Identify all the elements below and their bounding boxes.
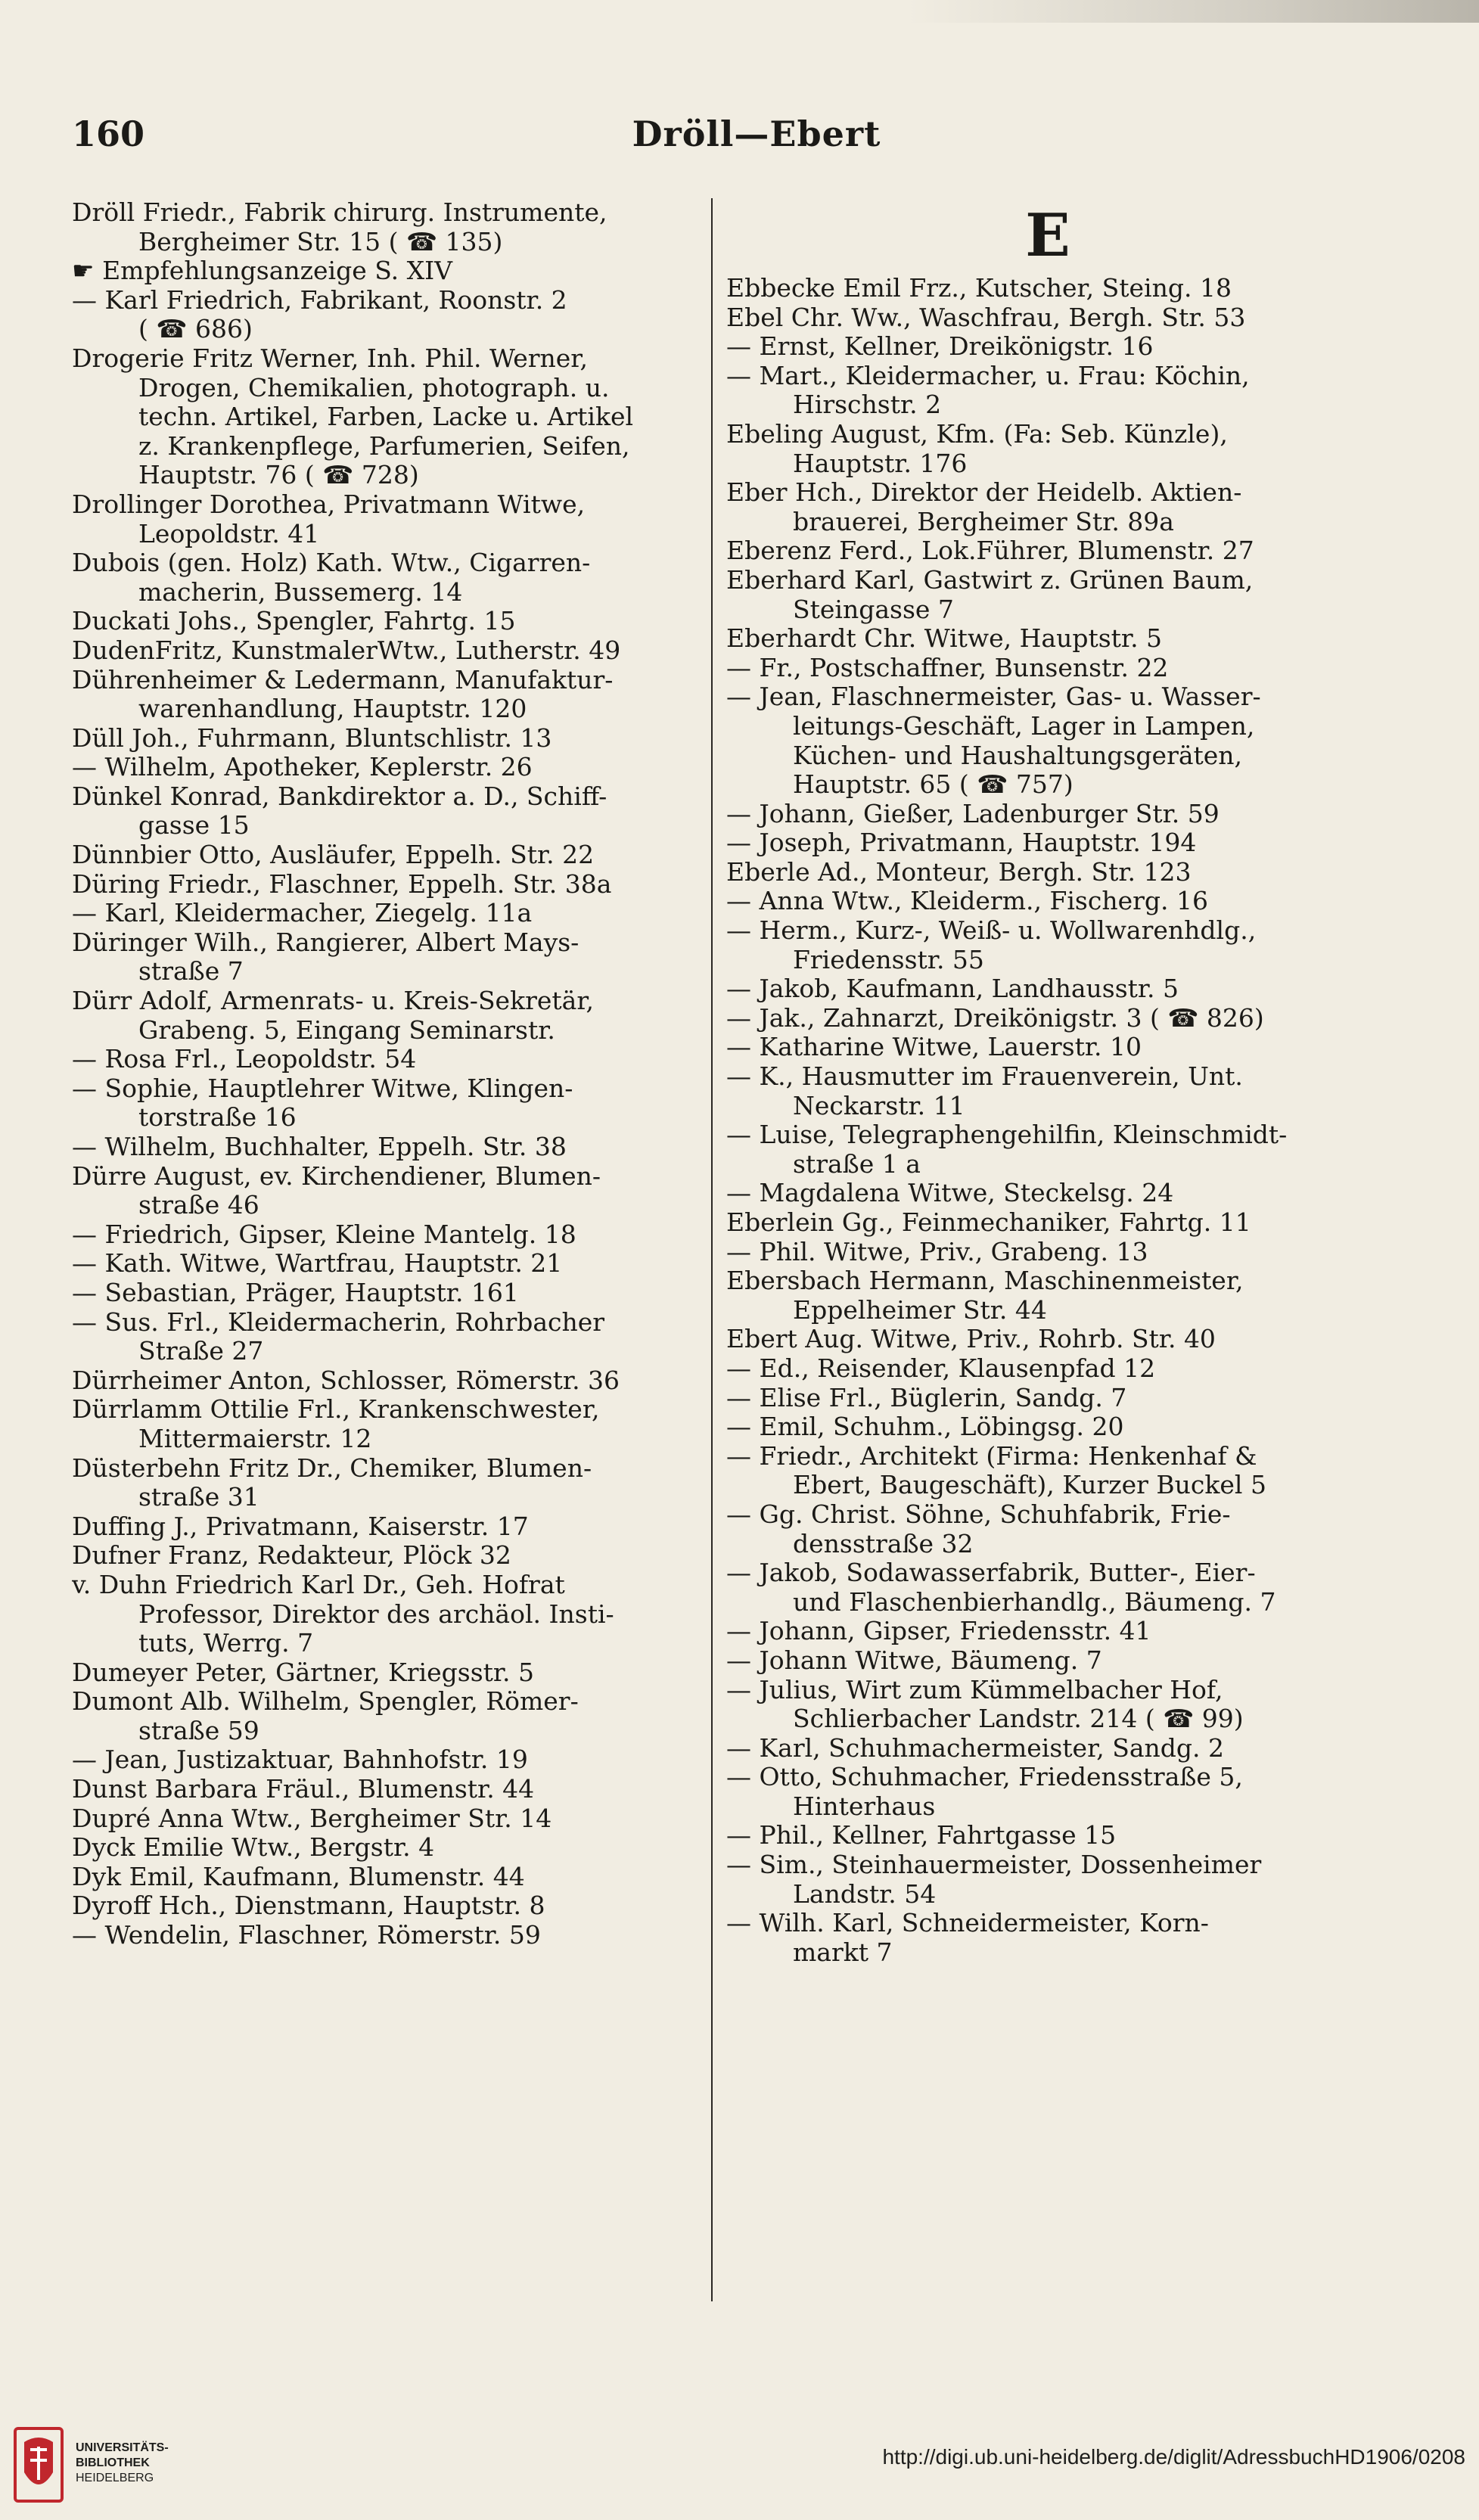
entry-line: — Phil., Kellner, Fahrtgasse 15 [726, 1821, 1117, 1850]
entry-continuation-line: techn. Artikel, Farben, Lacke u. Artikel [138, 402, 634, 432]
entry-line: Eberhardt Chr. Witwe, Hauptstr. 5 [726, 624, 1163, 654]
entry-line: — Rosa Frl., Leopoldstr. 54 [72, 1045, 417, 1074]
entry-line: — Fr., Postschaffner, Bunsenstr. 22 [726, 653, 1169, 682]
entry-continuation-line: Drogen, Chemikalien, photograph. u. [138, 373, 610, 402]
entry-line: Dyroff Hch., Dienstmann, Hauptstr. 8 [72, 1891, 545, 1921]
entry-continuation-line: Grabeng. 5, Eingang Seminarstr. [138, 1015, 555, 1045]
entry-continuation-line: Schlierbacher Landstr. 214 ( ☎ 99) [793, 1704, 1244, 1734]
column-divider [711, 198, 713, 2301]
entry-line: Düringer Wilh., Rangierer, Albert Mays- [72, 928, 579, 957]
entry-line: — Johann, Gipser, Friedensstr. 41 [726, 1617, 1151, 1646]
directory-entry [726, 800, 1369, 829]
entry-line: — Gg. Christ. Söhne, Schuhfabrik, Frie- [726, 1499, 1231, 1529]
directory-entry [72, 607, 700, 636]
entry-line: ☛ Empfehlungsanzeige S. XIV [72, 256, 453, 286]
directory-entry [72, 666, 700, 724]
page-number: 160 [72, 113, 145, 154]
directory-entry [72, 1220, 700, 1250]
entry-line: — Jean, Flaschnermeister, Gas- u. Wasser- [726, 682, 1261, 712]
scan-edge-noise [908, 0, 1479, 23]
footer [0, 2413, 1479, 2520]
university-seal-icon [14, 2427, 64, 2503]
entry-line: Duckati Johs., Spengler, Fahrtg. 15 [72, 607, 516, 636]
directory-entry [72, 841, 700, 870]
entry-line: Ebbecke Emil Frz., Kutscher, Steing. 18 [726, 274, 1232, 303]
entry-line: Dürrlamm Ottilie Frl., Krankenschwester, [72, 1395, 600, 1425]
entry-line: — Magdalena Witwe, Steckelsg. 24 [726, 1179, 1174, 1208]
directory-entry [72, 1863, 700, 1892]
entry-line: — Friedr., Architekt (Firma: Henkenhaf & [726, 1441, 1257, 1471]
entry-line: Ebeling August, Kfm. (Fa: Seb. Künzle), [726, 419, 1228, 449]
directory-entry [726, 1909, 1369, 1967]
entry-line: — Otto, Schuhmacher, Friedensstraße 5, [726, 1763, 1243, 1792]
logo-line: BIBLIOTHEK [76, 2456, 150, 2469]
directory-entry [72, 1804, 700, 1834]
entry-continuation-line: Leopoldstr. 41 [138, 519, 320, 548]
directory-entry [726, 1442, 1369, 1500]
logo-line: UNIVERSITÄTS- [76, 2441, 169, 2454]
entry-line: Dupré Anna Wtw., Bergheimer Str. 14 [72, 1804, 552, 1833]
entry-line: Eber Hch., Direktor der Heidelb. Aktien- [726, 478, 1242, 508]
entry-line: — Ernst, Kellner, Dreikönigstr. 16 [726, 332, 1154, 362]
entry-line: Dürre August, ev. Kirchendiener, Blumen- [72, 1161, 601, 1191]
entry-continuation-line: Professor, Direktor des archäol. Insti- [138, 1599, 614, 1629]
directory-entry [726, 1354, 1369, 1384]
entry-continuation-line: Eppelheimer Str. 44 [793, 1295, 1047, 1325]
directory-entry [72, 928, 700, 987]
directory-entry [72, 1512, 700, 1542]
entry-continuation-line: und Flaschenbierhandlg., Bäumeng. 7 [793, 1587, 1276, 1617]
directory-entry [726, 1208, 1369, 1238]
entry-continuation-line: markt 7 [793, 1937, 893, 1967]
entry-continuation-line: straße 31 [138, 1483, 259, 1512]
directory-entry [72, 1687, 700, 1745]
directory-entry [726, 362, 1369, 420]
entry-line: Eberle Ad., Monteur, Bergh. Str. 123 [726, 857, 1192, 887]
directory-entry [72, 1571, 700, 1658]
directory-entry [726, 1676, 1369, 1734]
directory-entry [726, 1062, 1369, 1120]
directory-entry [72, 1162, 700, 1220]
directory-entry [726, 1821, 1369, 1850]
directory-entry [72, 1745, 700, 1775]
entry-line: Dumeyer Peter, Gärtner, Kriegsstr. 5 [72, 1658, 535, 1687]
entry-continuation-line: brauerei, Bergheimer Str. 89a [793, 507, 1174, 536]
directory-entry [72, 636, 700, 666]
directory-entry [72, 1454, 700, 1512]
entry-line: Düsterbehn Fritz Dr., Chemiker, Blumen- [72, 1453, 592, 1483]
source-url[interactable]: http://digi.ub.uni-heidelberg.de/diglit/AdressbuchHD1906/0208 [882, 2445, 1465, 2469]
entry-line: — Kath. Witwe, Wartfrau, Hauptstr. 21 [72, 1249, 563, 1279]
directory-entry [726, 887, 1369, 916]
entry-continuation-line: leitungs-Geschäft, Lager in Lampen, [793, 711, 1255, 741]
directory-entry [726, 420, 1369, 478]
directory-entry [726, 682, 1369, 799]
directory-entry [72, 1279, 700, 1308]
directory-entry [72, 1395, 700, 1453]
entry-continuation-line: tuts, Werrg. 7 [138, 1629, 314, 1658]
directory-entry [72, 1366, 700, 1396]
entry-continuation-line: densstraße 32 [793, 1529, 974, 1558]
directory-entry [72, 782, 700, 841]
directory-entry [726, 1325, 1369, 1354]
entry-line: Dünnbier Otto, Ausläufer, Eppelh. Str. 22 [72, 841, 595, 870]
directory-entry [72, 344, 700, 490]
entry-line: — Wilhelm, Buchhalter, Eppelh. Str. 38 [72, 1133, 567, 1161]
directory-entry [72, 724, 700, 754]
page-title: Dröll—Ebert [632, 113, 881, 154]
entry-line: — Wendelin, Flaschner, Römerstr. 59 [72, 1921, 541, 1950]
directory-entry [726, 1384, 1369, 1413]
entry-continuation-line: ( ☎ 686) [138, 315, 253, 344]
entry-line: Dumont Alb. Wilhelm, Spengler, Römer- [72, 1687, 579, 1717]
directory-entry [726, 1558, 1369, 1617]
entry-line: Düll Joh., Fuhrmann, Bluntschlistr. 13 [72, 723, 552, 753]
logo-line: HEIDELBERG [76, 2472, 154, 2484]
entry-line: Eberenz Ferd., Lok.Führer, Blumenstr. 27 [726, 536, 1254, 566]
entry-continuation-line: Friedensstr. 55 [793, 945, 984, 974]
entry-line: Ebel Chr. Ww., Waschfrau, Bergh. Str. 53 [726, 303, 1246, 332]
directory-entry [72, 286, 700, 344]
directory-entry [726, 858, 1369, 887]
entry-line: — Johann Witwe, Bäumeng. 7 [726, 1645, 1102, 1675]
entry-line: — Jakob, Kaufmann, Landhausstr. 5 [726, 974, 1179, 1004]
section-letter: E [1025, 201, 1070, 270]
directory-entry [72, 1249, 700, 1279]
entry-line: Dunst Barbara Fräul., Blumenstr. 44 [72, 1775, 535, 1804]
directory-entry [72, 1658, 700, 1688]
directory-entry [726, 1179, 1369, 1208]
directory-entry [72, 753, 700, 782]
entry-line: Dröll Friedr., Fabrik chirurg. Instrumente, [72, 198, 607, 227]
directory-entry [726, 828, 1369, 858]
entry-continuation-line: Hauptstr. 176 [793, 449, 968, 478]
directory-entry [726, 1238, 1369, 1267]
entry-continuation-line: torstraße 16 [138, 1103, 297, 1133]
directory-entry [726, 1266, 1369, 1325]
directory-entry [72, 490, 700, 548]
directory-entry [726, 1646, 1369, 1676]
directory-entry [726, 1120, 1369, 1179]
entry-line: — Jak., Zahnarzt, Dreikönigstr. 3 ( ☎ 826) [726, 1003, 1264, 1033]
directory-entry [72, 548, 700, 607]
entry-continuation-line: gasse 15 [138, 811, 250, 841]
entry-line: Ebersbach Hermann, Maschinenmeister, [726, 1266, 1244, 1296]
entry-line: v. Duhn Friedrich Karl Dr., Geh. Hofrat [72, 1570, 565, 1599]
directory-entry [72, 870, 700, 900]
directory-entry [72, 899, 700, 928]
entry-line: — K., Hausmutter im Frauenverein, Unt. [726, 1062, 1243, 1092]
entry-line: — Anna Wtw., Kleiderm., Fischerg. 16 [726, 887, 1208, 916]
entry-line: — Friedrich, Gipser, Kleine Mantelg. 18 [72, 1220, 576, 1249]
directory-entry [72, 1045, 700, 1074]
left-column [72, 198, 700, 1950]
entry-line: Dyk Emil, Kaufmann, Blumenstr. 44 [72, 1862, 525, 1891]
entry-line: DudenFritz, KunstmalerWtw., Lutherstr. 49 [72, 635, 621, 665]
entry-line: Düring Friedr., Flaschner, Eppelh. Str. 38a [72, 869, 612, 899]
entry-line: — Wilh. Karl, Schneidermeister, Korn- [726, 1909, 1209, 1938]
entry-line: — Ed., Reisender, Klausenpfad 12 [726, 1353, 1156, 1383]
entry-continuation-line: Ebert, Baugeschäft), Kurzer Buckel 5 [793, 1471, 1266, 1500]
directory-entry [72, 1775, 700, 1804]
entry-continuation-line: straße 1 a [793, 1149, 921, 1179]
directory-entry [726, 566, 1369, 624]
directory-entry [72, 1921, 700, 1950]
entry-line: Dührenheimer & Ledermann, Manufaktur- [72, 665, 614, 694]
entry-continuation-line: Bergheimer Str. 15 ( ☎ 135) [138, 227, 503, 256]
directory-entry [726, 1412, 1369, 1442]
entry-continuation-line: Küchen- und Haushaltungsgeräten, [793, 741, 1243, 770]
directory-entry [726, 974, 1369, 1004]
directory-entry [72, 987, 700, 1045]
entry-continuation-line: Mittermaierstr. 12 [138, 1424, 372, 1453]
directory-entry [726, 1004, 1369, 1033]
entry-continuation-line: straße 46 [138, 1191, 259, 1220]
directory-entry [726, 1500, 1369, 1558]
entry-continuation-line: warenhandlung, Hauptstr. 120 [138, 694, 527, 724]
directory-entry [726, 1763, 1369, 1821]
entry-line: — Elise Frl., Büglerin, Sandg. 7 [726, 1383, 1127, 1412]
directory-entry [726, 536, 1369, 566]
entry-line: — Karl, Schuhmachermeister, Sandg. 2 [726, 1733, 1224, 1763]
directory-entry [726, 1850, 1369, 1909]
directory-entry [726, 1617, 1369, 1646]
entry-continuation-line: Hirschstr. 2 [793, 390, 942, 420]
entry-line: Dufner Franz, Redakteur, Plöck 32 [72, 1541, 511, 1571]
library-logo-text [76, 2441, 169, 2486]
entry-line: — Sebastian, Präger, Hauptstr. 161 [72, 1278, 519, 1307]
directory-entry [726, 1033, 1369, 1062]
entry-line: — Phil. Witwe, Priv., Grabeng. 13 [726, 1237, 1148, 1266]
directory-entry [726, 274, 1369, 303]
right-column [726, 198, 1369, 1967]
entry-line: — Luise, Telegraphengehilfin, Kleinschmidt- [726, 1120, 1288, 1150]
entry-line: Eberhard Karl, Gastwirt z. Grünen Baum, [726, 565, 1254, 595]
directory-entry [72, 1541, 700, 1571]
entry-line: Dyck Emilie Wtw., Bergstr. 4 [72, 1833, 435, 1863]
directory-entry [72, 1133, 700, 1162]
entry-line: Dürrheimer Anton, Schlosser, Römerstr. 36 [72, 1366, 620, 1395]
entry-line: — Sim., Steinhauermeister, Dossenheimer [726, 1850, 1262, 1880]
entry-line: — Karl, Kleidermacher, Ziegelg. 11a [72, 899, 533, 928]
entry-line: Duffing J., Privatmann, Kaiserstr. 17 [72, 1512, 529, 1541]
entry-line: — Johann, Gießer, Ladenburger Str. 59 [726, 799, 1220, 828]
entry-continuation-line: Landstr. 54 [793, 1879, 937, 1909]
entry-line: Dürr Adolf, Armenrats- u. Kreis-Sekretär, [72, 987, 594, 1016]
entry-continuation-line: z. Krankenpflege, Parfumerien, Seifen, [138, 431, 630, 461]
entry-line: — Wilhelm, Apotheker, Keplerstr. 26 [72, 753, 533, 782]
entry-line: — Jean, Justizaktuar, Bahnhofstr. 19 [72, 1745, 528, 1775]
entry-line: — Mart., Kleidermacher, u. Frau: Köchin, [726, 361, 1250, 390]
entry-continuation-line: Hinterhaus [793, 1791, 936, 1821]
entry-line: — Jakob, Sodawasserfabrik, Butter-, Eier- [726, 1558, 1256, 1588]
directory-entry [726, 654, 1369, 683]
entry-continuation-line: straße 59 [138, 1716, 259, 1745]
directory-entry [72, 1074, 700, 1133]
directory-entry [726, 624, 1369, 654]
entry-line: Dünkel Konrad, Bankdirektor a. D., Schiff- [72, 781, 607, 811]
directory-entry [72, 1308, 700, 1366]
entry-line: — Sophie, Hauptlehrer Witwe, Klingen- [72, 1074, 573, 1103]
right-column-entries [726, 274, 1369, 1967]
directory-entry [726, 478, 1369, 536]
entry-continuation-line: Straße 27 [138, 1337, 264, 1366]
entry-continuation-line: macherin, Bussemerg. 14 [138, 577, 463, 607]
directory-entry [726, 303, 1369, 333]
directory-entry [726, 916, 1369, 974]
page-header [72, 113, 1441, 166]
directory-entry [72, 198, 700, 256]
directory-entry [72, 1833, 700, 1863]
entry-line: — Herm., Kurz-, Weiß- u. Wollwarenhdlg., [726, 916, 1257, 946]
entry-line: — Sus. Frl., Kleidermacherin, Rohrbacher [72, 1307, 605, 1337]
directory-entry [726, 1734, 1369, 1763]
entry-line: — Julius, Wirt zum Kümmelbacher Hof, [726, 1675, 1223, 1704]
entry-line: Eberlein Gg., Feinmechaniker, Fahrtg. 11 [726, 1208, 1251, 1237]
entry-line: Drollinger Dorothea, Privatmann Witwe, [72, 489, 586, 519]
entry-line: — Emil, Schuhm., Löbingsg. 20 [726, 1412, 1124, 1442]
entry-continuation-line: Hauptstr. 76 ( ☎ 728) [138, 461, 419, 490]
entry-continuation-line: straße 7 [138, 957, 244, 987]
directory-entry [726, 332, 1369, 362]
entry-line: Drogerie Fritz Werner, Inh. Phil. Werner, [72, 343, 588, 373]
directory-entry [72, 256, 700, 286]
entry-line: Dubois (gen. Holz) Kath. Wtw., Cigarren- [72, 548, 591, 578]
entry-continuation-line: Hauptstr. 65 ( ☎ 757) [793, 770, 1074, 800]
entry-line: Ebert Aug. Witwe, Priv., Rohrb. Str. 40 [726, 1325, 1216, 1354]
entry-line: — Karl Friedrich, Fabrikant, Roonstr. 2 [72, 285, 567, 315]
directory-entry [72, 1891, 700, 1921]
entry-continuation-line: Neckarstr. 11 [793, 1091, 965, 1120]
entry-line: — Katharine Witwe, Lauerstr. 10 [726, 1033, 1142, 1062]
entry-line: — Joseph, Privatmann, Hauptstr. 194 [726, 828, 1197, 858]
entry-continuation-line: Steingasse 7 [793, 595, 954, 624]
